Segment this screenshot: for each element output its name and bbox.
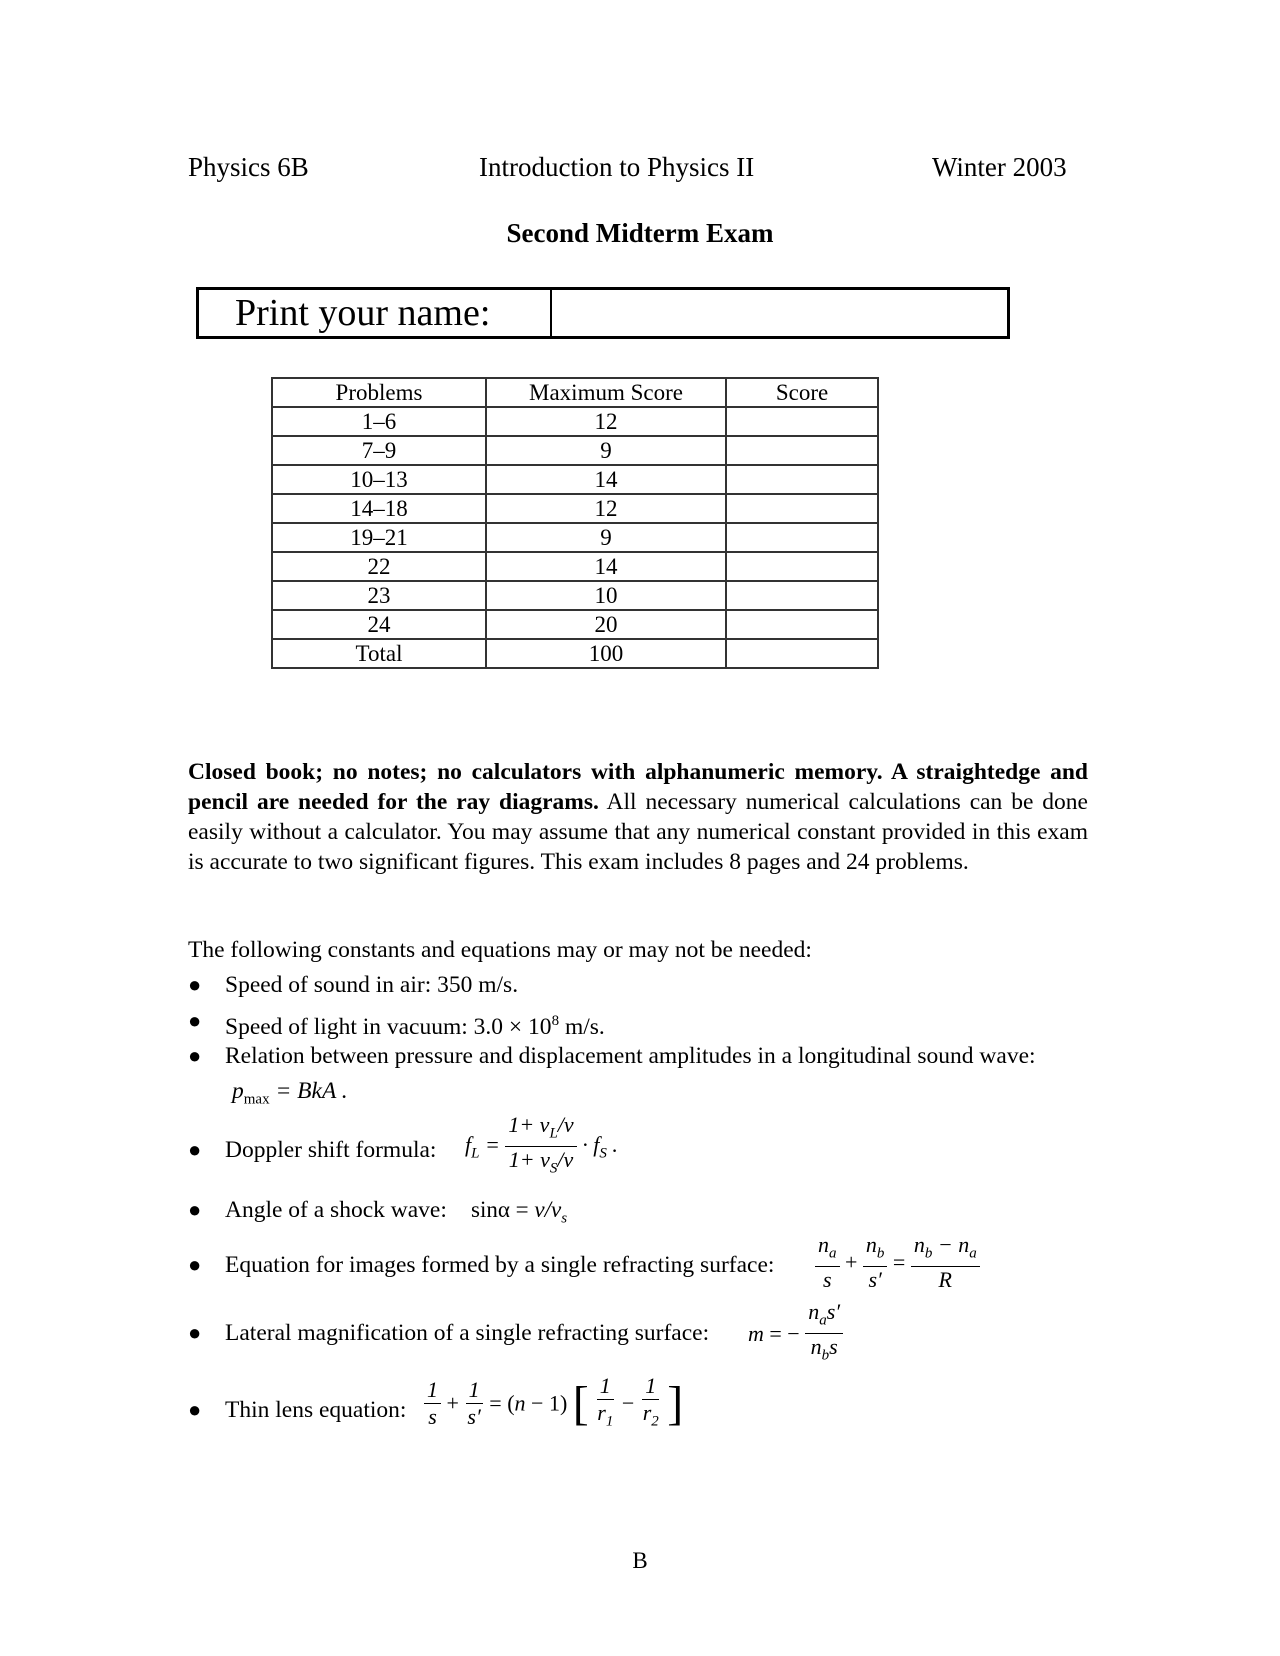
table-row	[272, 581, 878, 610]
term: Winter 2003	[932, 152, 1067, 182]
bullet-icon: ●	[188, 1252, 202, 1277]
score-table	[271, 377, 879, 669]
course-title: Introduction to Physics II	[479, 152, 755, 182]
problem-range: 22	[272, 552, 486, 581]
table-row	[272, 465, 878, 494]
col-problems: Problems	[272, 378, 486, 407]
problem-range: 24	[272, 610, 486, 639]
table-row	[272, 436, 878, 465]
constants-lead: The following constants and equations may or may not be needed:	[188, 937, 812, 963]
table-row	[272, 552, 878, 581]
bullet-icon: ●	[188, 972, 202, 997]
max-score: 14	[486, 552, 726, 581]
bullet-icon: ●	[188, 1320, 202, 1345]
shock-wave-formula: $\sin\alpha = v/v_s$	[471, 1197, 568, 1227]
score-cell[interactable]	[726, 581, 878, 610]
light-speed-unit: m/s.	[564, 1013, 605, 1040]
eq-p: p	[232, 1078, 244, 1104]
problem-range: 19–21	[272, 523, 486, 552]
score-cell[interactable]	[726, 552, 878, 581]
instructions	[188, 757, 1088, 877]
score-cell[interactable]	[726, 436, 878, 465]
shock-wave-label: Angle of a shock wave:	[225, 1197, 447, 1223]
pressure-relation-equation	[232, 1076, 348, 1115]
max-score: 14	[486, 465, 726, 494]
score-cell[interactable]	[726, 494, 878, 523]
table-row	[272, 494, 878, 523]
bullet-icon: ●	[188, 1008, 202, 1033]
max-score: 100	[486, 639, 726, 668]
max-score: 9	[486, 523, 726, 552]
constant-sound-speed: Speed of sound in air: 350 m/s.	[225, 972, 519, 998]
problem-range: 1–6	[272, 407, 486, 436]
instructions-text: All necessary numerical calculations can be done easily without a calculator. You may assume that any numerical constant provided in this exam is accurate to two significant figures. This exam includes 8 pages and 24 problems.	[188, 789, 1088, 875]
score-cell[interactable]	[726, 639, 878, 668]
eq-rhs: = BkA .	[269, 1078, 348, 1104]
name-label: Print your name:	[199, 290, 552, 336]
bullet-icon: ●	[188, 1197, 202, 1222]
thin-lens-label: Thin lens equation:	[225, 1397, 407, 1423]
exam-title: Second Midterm Exam	[506, 218, 774, 248]
max-score: 9	[486, 436, 726, 465]
light-speed-label: Speed of light in vacuum:	[225, 1013, 468, 1040]
table-row	[272, 407, 878, 436]
bullet-icon: ●	[188, 1397, 202, 1422]
max-score: 12	[486, 407, 726, 436]
refracting-surface-label: Equation for images formed by a single refracting surface:	[225, 1252, 775, 1278]
magnification-label: Lateral magnification of a single refracting surface:	[225, 1320, 710, 1346]
score-cell[interactable]	[726, 407, 878, 436]
name-field[interactable]	[552, 290, 1007, 336]
instructions-bold: Closed book; no notes; no calculators with alphanumeric memory. A straightedge and pencil are needed for the ray diagrams.	[188, 759, 1088, 815]
score-cell[interactable]	[726, 610, 878, 639]
magnification-formula: m = − $\frac{n_as'}{n_bs}$	[748, 1299, 843, 1369]
light-speed-value: 3.0 × 10	[473, 1013, 552, 1040]
bullet-icon: ●	[188, 1137, 202, 1162]
name-box	[196, 287, 1010, 339]
problem-range: 7–9	[272, 436, 486, 465]
max-score: 10	[486, 581, 726, 610]
doppler-formula: $f_L$ = $\frac{1+ v_L/v}{1+ v_S/v}$ · $f_S$ .	[465, 1112, 618, 1177]
score-cell[interactable]	[726, 523, 878, 552]
max-score: 12	[486, 494, 726, 523]
table-row-total	[272, 639, 878, 668]
eq-p-sub: max	[243, 1091, 270, 1108]
problem-range: Total	[272, 639, 486, 668]
col-score: Score	[726, 378, 878, 407]
course-code: Physics 6B	[188, 152, 309, 182]
page-letter: B	[632, 1548, 648, 1573]
doppler-label: Doppler shift formula:	[225, 1137, 437, 1163]
max-score: 20	[486, 610, 726, 639]
col-max-score: Maximum Score	[486, 378, 726, 407]
table-row	[272, 610, 878, 639]
thin-lens-formula: $\frac{1}{s}$ + $\frac{1}{s'}$ = (n − 1) [ $\frac{1}{r_1}$ − $\frac{1}{r_2}$ ]	[424, 1373, 683, 1434]
refracting-surface-formula: $\frac{n_a}{s}$ + $\frac{n_b}{s'}$ = $\frac{n_b - n_a}{R}$	[815, 1232, 980, 1293]
pressure-relation-label: Relation between pressure and displacement amplitudes in a longitudinal sound wave:	[225, 1043, 1036, 1069]
score-table-header	[272, 378, 878, 407]
problem-range: 23	[272, 581, 486, 610]
problem-range: 10–13	[272, 465, 486, 494]
problem-range: 14–18	[272, 494, 486, 523]
table-row	[272, 523, 878, 552]
constant-light-speed	[225, 1006, 605, 1042]
bullet-icon: ●	[188, 1043, 202, 1068]
score-cell[interactable]	[726, 465, 878, 494]
light-speed-exponent: 8	[551, 1013, 560, 1029]
